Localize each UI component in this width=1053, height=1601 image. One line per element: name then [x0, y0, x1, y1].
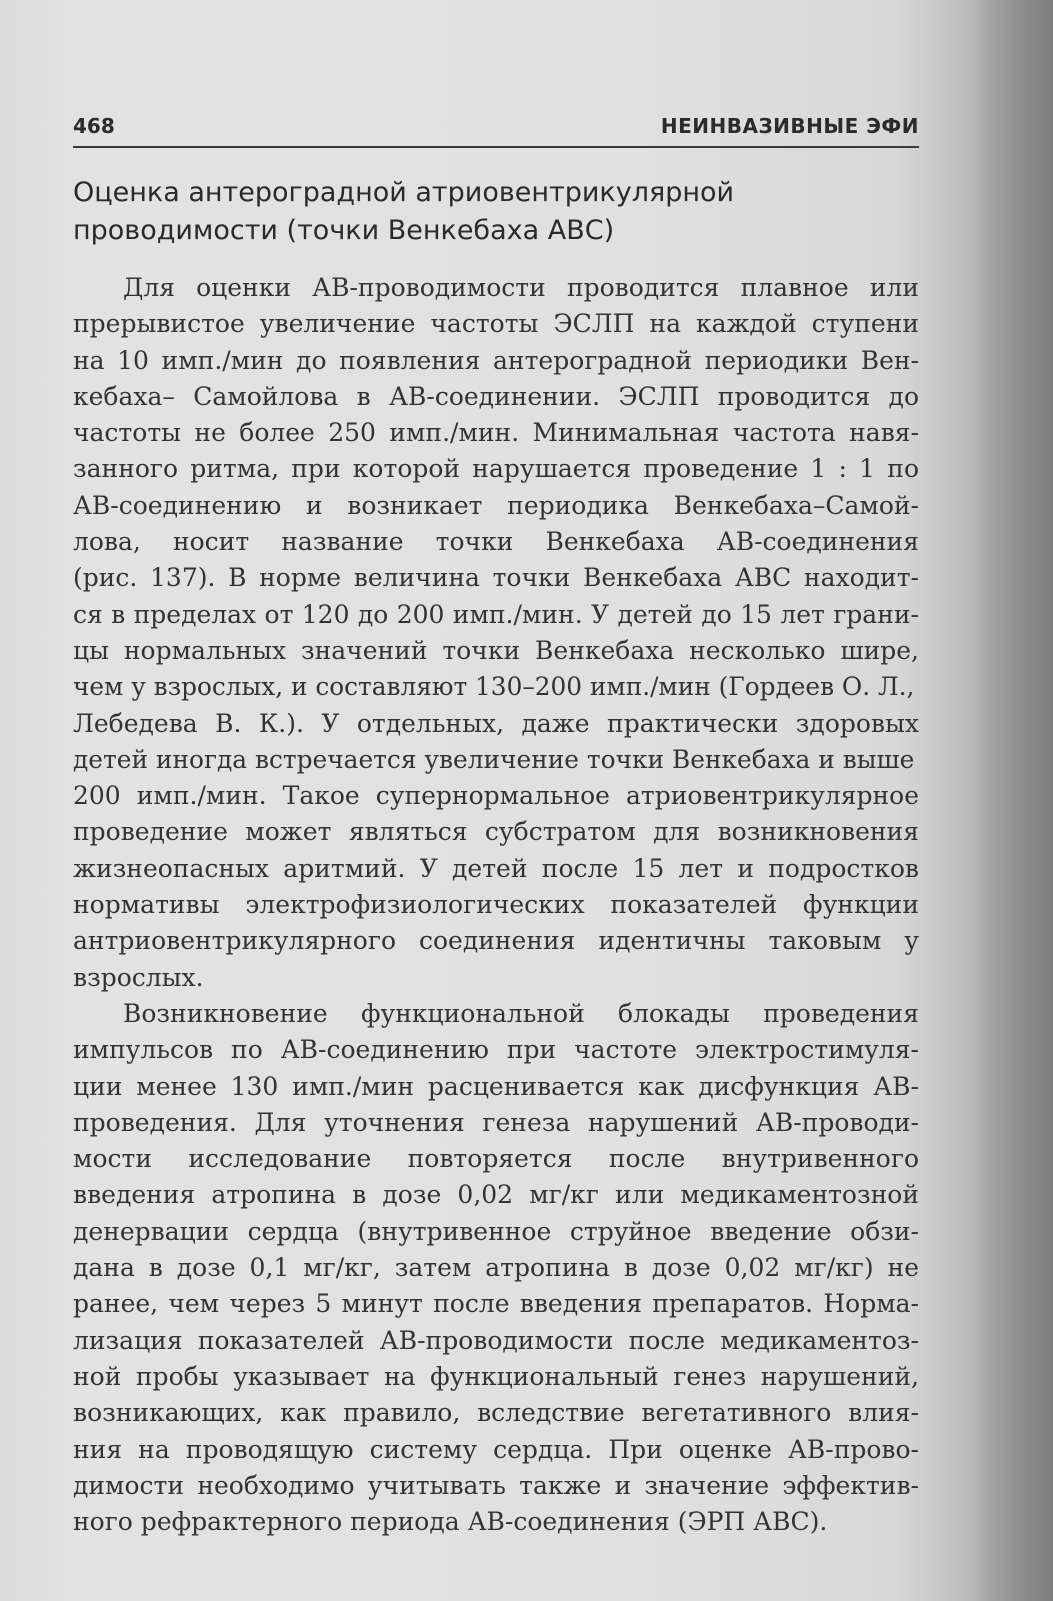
text-line: 200 имп./мин. Такое супернормальное атриовентрикулярное — [73, 781, 919, 811]
text-line: введения атропина в дозе 0,02 мг/кг или медикаментозной — [73, 1180, 919, 1210]
text-line: ции менее 130 имп./мин расценивается как дисфункция АВ- — [73, 1071, 919, 1101]
text-line: импульсов по АВ-соединению при частоте электростимуля- — [73, 1035, 919, 1065]
gutter-shadow — [963, 0, 1053, 1601]
text-line: взрослых. — [73, 962, 204, 992]
text-line: проведения. Для уточнения генеза нарушений АВ-проводи- — [73, 1107, 919, 1137]
text-line: прерывистое увеличение частоты ЭСЛП на каждой ступени — [73, 309, 919, 339]
text-line: цы нормальных значений точки Венкебаха несколько шире, — [73, 635, 919, 665]
text-line: чем у взрослых, и составляют 130–200 имп./мин (Гордеев О. Л., — [73, 672, 915, 702]
text-line: возникающих, как правило, вследствие вегетативного влия- — [73, 1398, 919, 1428]
text-line: ния на проводящую систему сердца. При оценке АВ-прово- — [73, 1434, 919, 1464]
text-line: занного ритма, при которой нарушается проведение 1 : 1 по — [73, 454, 919, 484]
running-title: НЕИНВАЗИВНЫЕ ЭФИ — [660, 114, 919, 138]
paragraph-2 — [73, 996, 919, 1540]
text-line: Для оценки АВ-проводимости проводится плавное или — [123, 273, 919, 302]
text-line: нормативы электрофизиологических показателей функции — [73, 890, 919, 920]
text-line: ранее, чем через 5 минут после введения препаратов. Норма- — [73, 1289, 919, 1319]
section-title-line: проводимости (точки Венкебаха АВС) — [73, 215, 615, 246]
text-line: проведение может являться субстратом для возникновения — [73, 817, 919, 847]
text-line: Лебедева В. К.). У отдельных, даже практически здоровых — [73, 708, 919, 738]
page-number: 468 — [73, 114, 115, 138]
running-header — [73, 110, 919, 148]
text-line: (рис. 137). В норме величина точки Венкебаха АВС находит- — [73, 563, 919, 593]
text-line: детей иногда встречается увеличение точки Венкебаха и выше — [73, 744, 915, 774]
text-line: на 10 имп./мин до появления антероградной периодики Вен- — [73, 345, 919, 375]
text-line: частоты не более 250 имп./мин. Минимальная частота навя- — [73, 418, 919, 448]
text-line: димости необходимо учитывать также и значение эффектив- — [73, 1470, 919, 1500]
body-text — [73, 270, 919, 1540]
section-title — [73, 174, 919, 250]
text-line: ся в пределах от 120 до 200 имп./мин. У детей до 15 лет грани- — [73, 599, 919, 629]
paragraph-1 — [73, 270, 919, 996]
text-line: антриовентрикулярного соединения идентичны таковым у — [73, 926, 919, 956]
text-line: ного рефрактерного периода АВ-соединения (ЭРП АВС). — [73, 1507, 828, 1537]
text-line: Возникновение функциональной блокады проведения — [123, 998, 919, 1028]
text-line: мости исследование повторяется после внутривенного — [73, 1144, 919, 1174]
text-line: ной пробы указывает на функциональный генез нарушений, — [73, 1361, 919, 1391]
text-line: кебаха– Самойлова в АВ-соединении. ЭСЛП проводится до — [73, 381, 919, 411]
section-title-line: Оценка антероградной атриовентрикулярной — [73, 177, 735, 208]
text-line: лизация показателей АВ-проводимости после медикаментоз- — [73, 1325, 919, 1355]
text-line: жизнеопасных аритмий. У детей после 15 лет и подростков — [73, 853, 919, 883]
text-line: АВ-соединению и возникает периодика Венкебаха–Самой- — [73, 490, 919, 520]
text-line: денервации сердца (внутривенное струйное введение обзи- — [73, 1216, 919, 1246]
text-line: лова, носит название точки Венкебаха АВ-соединения — [73, 527, 919, 557]
text-line: дана в дозе 0,1 мг/кг, затем атропина в дозе 0,02 мг/кг) не — [73, 1253, 919, 1283]
